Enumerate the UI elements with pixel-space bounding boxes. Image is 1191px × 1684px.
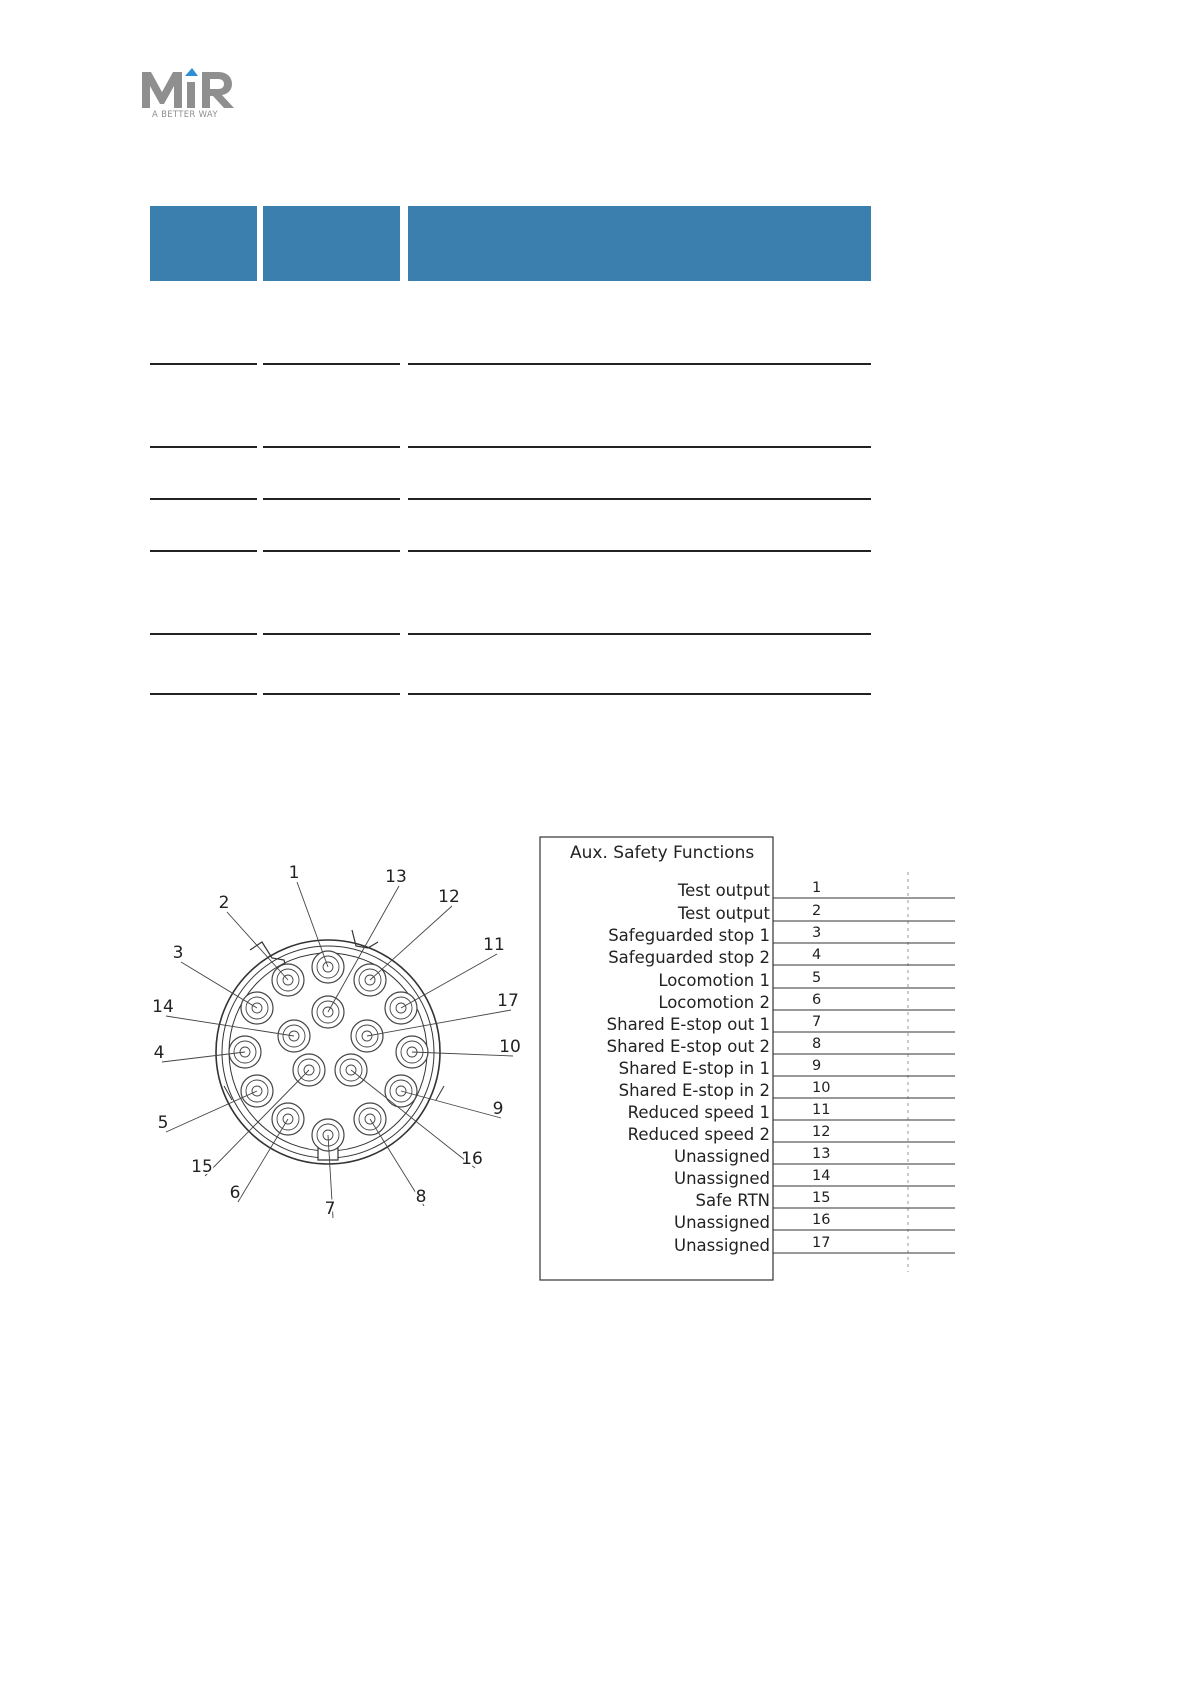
schematic-pin-number: 16: [812, 1212, 831, 1228]
pin-callout-leader: [227, 912, 288, 980]
pin-callout-label: 11: [483, 935, 505, 955]
schematic-signal-label: Shared E-stop in 2: [618, 1081, 770, 1100]
schematic-signal-label: Shared E-stop in 1: [618, 1059, 770, 1078]
logo-tagline: A BETTER WAY: [152, 110, 218, 120]
schematic-signal-label: Reduced speed 2: [627, 1125, 770, 1144]
schematic-signal-label: Shared E-stop out 2: [606, 1037, 770, 1056]
pin-callout-label: 13: [385, 867, 407, 887]
schematic-signal-label: Locomotion 1: [658, 971, 770, 990]
schematic-signal-label: Unassigned: [674, 1169, 770, 1188]
schematic-pin-number: 12: [812, 1124, 831, 1140]
pin-callout-label: 5: [157, 1113, 169, 1133]
schematic-signal-label: Safeguarded stop 1: [608, 926, 770, 945]
schematic-signal-label: Safeguarded stop 2: [608, 948, 770, 967]
pin-callout-label: 8: [415, 1187, 427, 1207]
pin-callout-leader: [166, 1016, 294, 1036]
schematic-signal-label: Reduced speed 1: [627, 1103, 770, 1122]
pin-callout-label: 12: [438, 887, 460, 907]
schematic-signal-label: Test output: [677, 904, 770, 923]
schematic-pin-number: 17: [812, 1235, 831, 1251]
schematic-signal-label: Locomotion 2: [658, 993, 770, 1012]
pin-callout-label: 10: [499, 1037, 521, 1057]
schematic-signal-label: Unassigned: [674, 1236, 770, 1255]
schematic-pin-number: 6: [812, 992, 822, 1008]
pin-callout-label: 9: [492, 1099, 504, 1119]
schematic-pin-number: 13: [812, 1146, 831, 1162]
schematic-pin-number: 5: [812, 970, 822, 986]
schematic-pin-number: 15: [812, 1190, 831, 1206]
schematic-signal-label: Shared E-stop out 1: [606, 1015, 770, 1034]
pin-callout-leader: [370, 906, 452, 980]
pin-callout-label: 3: [172, 943, 184, 963]
schematic-pin-number: 3: [812, 925, 822, 941]
schematic-pin-number: 4: [812, 947, 822, 963]
schematic-pin-number: 14: [812, 1168, 831, 1184]
pin-callout-label: 2: [218, 893, 230, 913]
schematic-pin-number: 9: [812, 1058, 822, 1074]
pin-callouts: [152, 863, 521, 1219]
schematic-pin-number: 11: [812, 1102, 831, 1118]
schematic-signal-label: Safe RTN: [695, 1191, 770, 1210]
schematic-pin-number: 1: [812, 880, 822, 896]
pin-callout-leader: [401, 1091, 501, 1118]
schematic-pin-number: 2: [812, 903, 822, 919]
pin-callout-label: 7: [324, 1199, 336, 1219]
schematic-pin-number: 7: [812, 1014, 822, 1030]
pin-callout-label: 16: [461, 1149, 483, 1169]
schematic-pin-list: [607, 880, 955, 1255]
pin-callout-label: 6: [229, 1183, 241, 1203]
pin-callout-label: 17: [497, 991, 519, 1011]
schematic-signal-label: Unassigned: [674, 1147, 770, 1166]
schematic-signal-label: Unassigned: [674, 1213, 770, 1232]
schematic-signal-label: Test output: [677, 881, 770, 900]
pin-callout-label: 14: [152, 997, 174, 1017]
pin-callout-label: 15: [191, 1157, 213, 1177]
schematic-pin-number: 8: [812, 1036, 822, 1052]
pin-callout-label: 4: [153, 1043, 165, 1063]
pin-callout-label: 1: [288, 863, 300, 883]
pin-callout-leader: [238, 1119, 288, 1202]
schematic-title: Aux. Safety Functions: [570, 843, 755, 863]
schematic-pin-number: 10: [812, 1080, 831, 1096]
